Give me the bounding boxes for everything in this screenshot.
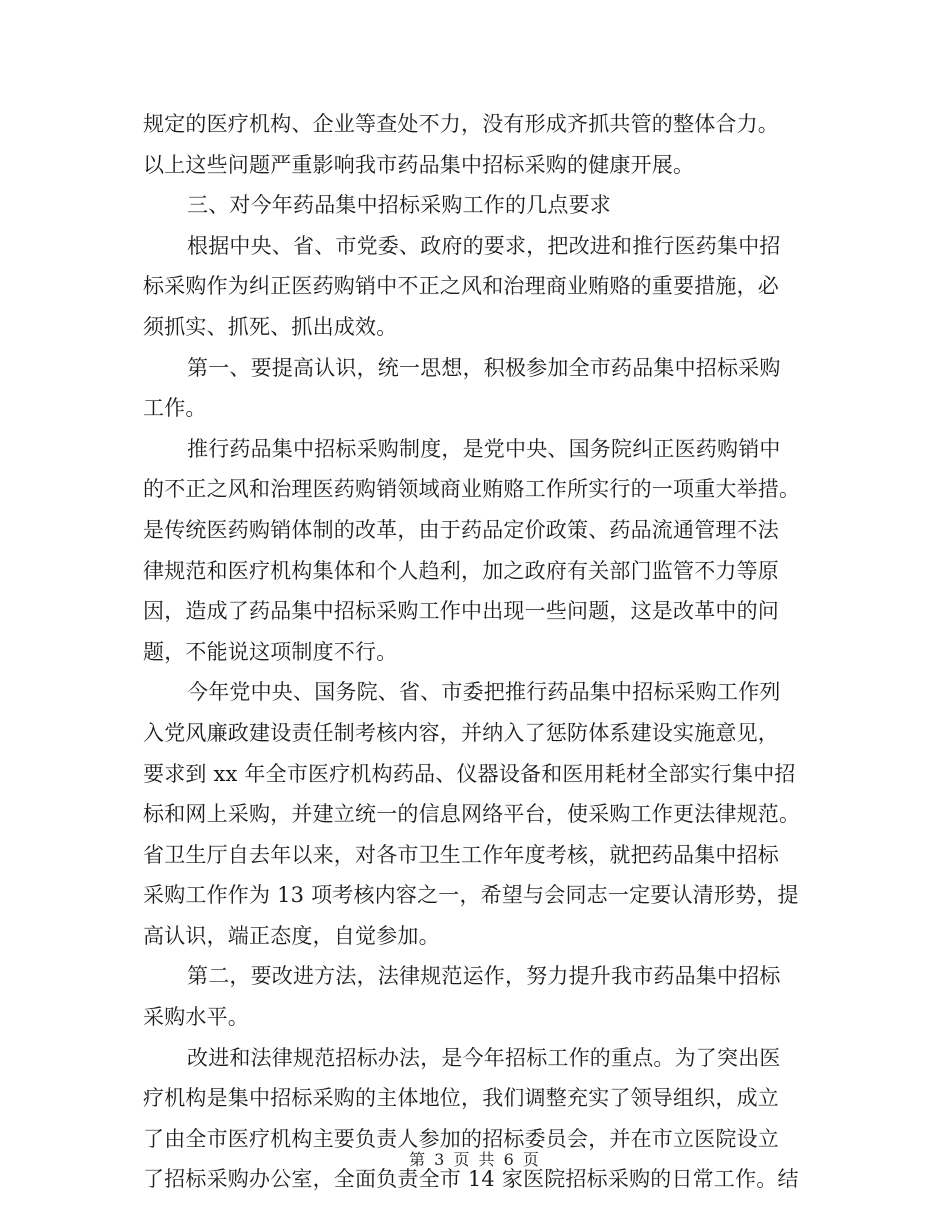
- text-line: 规定的医疗机构、企业等查处不力，没有形成齐抓共管的整体合力。: [143, 112, 779, 136]
- text-line: 第二，要改进方法，法律规范运作，努力提升我市药品集中招标: [187, 964, 781, 989]
- text-line: 要求到 xx 年全市医疗机构药品、仪器设备和医用耗材全部实行集中招: [143, 761, 796, 786]
- text-line: 了招标采购办公室，全面负责全市 14 家医院招标采购的日常工作。结: [143, 1167, 799, 1192]
- text-line: 因，造成了药品集中招标采购工作中出现一些问题，这是改革中的问: [143, 599, 779, 624]
- text-line: 第一、要提高认识，统一思想，积极参加全市药品集中招标采购: [187, 355, 781, 380]
- text-line: 疗机构是集中招标采购的主体地位，我们调整充实了领导组织，成立: [143, 1086, 779, 1111]
- text-line: 改进和法律规范招标办法，是今年招标工作的重点。为了突出医: [187, 1045, 781, 1070]
- text-line: 采购工作作为 13 项考核内容之一，希望与会同志一定要认清形势，提: [143, 883, 799, 908]
- text-line: 高认识，端正态度，自觉参加。: [143, 923, 440, 948]
- document-body: [143, 104, 813, 1200]
- text-line: 工作。: [143, 396, 207, 421]
- text-line: 是传统医药购销体制的改革，由于药品定价政策、药品流通管理不法: [143, 517, 779, 542]
- text-line: 省卫生厅自去年以来，对各市卫生工作年度考核，就把药品集中招标: [143, 842, 779, 867]
- text-line: 以上这些问题严重影响我市药品集中招标采购的健康开展。: [143, 152, 695, 177]
- text-line: 入党风廉政建设责任制考核内容，并纳入了惩防体系建设实施意见，: [143, 720, 779, 745]
- text-line: 须抓实、抓死、抓出成效。: [143, 314, 398, 339]
- text-line: 标和网上采购，并建立统一的信息网络平台，使采购工作更法律规范。: [143, 802, 801, 827]
- text-line: 题，不能说这项制度不行。: [143, 639, 398, 664]
- text-line: 了由全市医疗机构主要负责人参加的招标委员会，并在市立医院设立: [143, 1126, 779, 1151]
- text-line: 根据中央、省、市党委、政府的要求，把改进和推行医药集中招: [187, 233, 781, 258]
- text-line: 的不正之风和治理医药购销领域商业贿赂工作所实行的一项重大举措。: [143, 477, 801, 502]
- text-line: 三、对今年药品集中招标采购工作的几点要求: [187, 193, 611, 218]
- text-line: 律规范和医疗机构集体和个人趋利，加之政府有关部门监管不力等原: [143, 558, 779, 583]
- text-line: 标采购作为纠正医药购销中不正之风和治理商业贿赂的重要措施，必: [143, 274, 779, 299]
- text-line: 推行药品集中招标采购制度，是党中央、国务院纠正医药购销中: [187, 436, 781, 461]
- page-number-footer: 第 3 页 共 6 页: [409, 1150, 541, 1169]
- text-line: 今年党中央、国务院、省、市委把推行药品集中招标采购工作列: [187, 680, 781, 705]
- text-line: 采购水平。: [143, 1005, 249, 1030]
